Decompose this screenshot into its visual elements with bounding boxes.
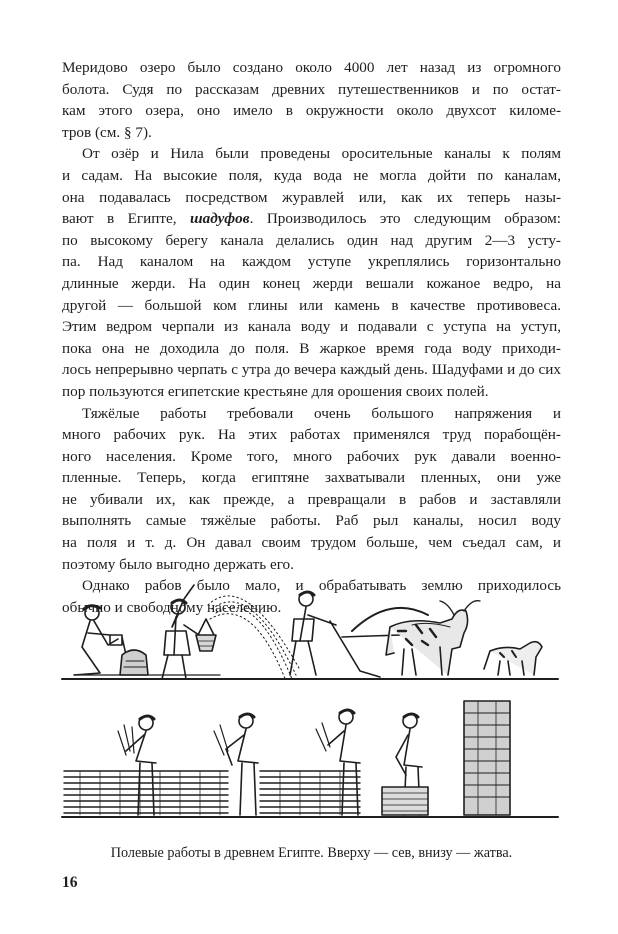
grain-field — [64, 771, 360, 815]
grain-bundle — [382, 787, 428, 815]
page-number: 16 — [62, 874, 78, 891]
ploughman-figure — [290, 592, 336, 675]
oxen-pair — [386, 601, 480, 675]
reaper-figure — [316, 710, 360, 815]
paragraph-1 — [62, 57, 561, 143]
seed-bag — [120, 650, 148, 675]
text-line: кам этого озера, оно имело в окружности около двухсот киломе- — [62, 102, 561, 120]
seed-spray — [208, 596, 300, 681]
text-line: Меридово озеро было создано около 4000 лет назад из огромного — [62, 59, 561, 76]
reaper-figure — [214, 714, 258, 815]
kneeling-worker-figure — [74, 606, 126, 675]
seed-basket — [196, 619, 216, 651]
text-line: и садам. На высокие поля, куда вода не могла дойти по каналам, — [62, 166, 561, 184]
text-line: много рабочих рук. На этих работах применялся труд порабощён- — [62, 426, 561, 444]
keyword-shadufov: шадуфов — [189, 210, 250, 228]
text-line: От озёр и Нила были проведены оросительные каналы к полям — [82, 145, 561, 163]
text-line: выполнять самые тяжёлые работы. Раб рыл каналы, носил воду — [62, 512, 561, 530]
egyptian-field-work-illustration — [60, 575, 560, 827]
calf — [484, 642, 542, 675]
text-line: лось непрерывно черпать с утра до вечера каждый день. Шадуфами и до сих — [62, 361, 561, 379]
text-line: обычно и свободному населению. — [62, 598, 282, 616]
figure-caption: Полевые работы в древнем Египте. Вверху — сев, внизу — жатва. — [110, 845, 513, 861]
paragraph-2 — [62, 143, 561, 402]
grain-stack — [464, 701, 510, 815]
text-line: длинные жерди. На один конец жерди вешали кожаное ведро, на — [62, 274, 561, 292]
sower-figure — [162, 585, 202, 679]
text-line: болота. Судя по рассказам древних путешественников и по остат- — [62, 80, 561, 98]
text-line: ного населения. Кроме того, много рабочих рук давали военно- — [62, 447, 561, 465]
text-line: поэтому было выгодно держать его. — [62, 555, 294, 573]
text-line: Однако рабов было мало, и обрабатывать землю приходилось — [82, 577, 561, 595]
text-line: по высокому берегу канала делались один над другим 2—3 усту- — [62, 231, 561, 249]
harvest-scene — [62, 701, 558, 817]
text-line: Этим ведром черпали из канала воду и подавали с уступа на уступ, — [62, 318, 561, 336]
text-line: она подавалась посредством журавлей или, как их теперь назы- — [62, 188, 561, 206]
text-line: на поля и т. д. Он давал своим трудом больше, чем съедал сам, и — [62, 534, 561, 552]
text-line: Тяжёлые работы требовали очень большого напряжения и — [82, 404, 561, 422]
text-line: пока она не доходила до поля. В жаркое время года воду приходи- — [62, 339, 561, 357]
text-line: не убивали их, как прежде, а превращали в рабов и заставляли — [62, 490, 561, 508]
body-text — [62, 57, 561, 618]
sowing-scene — [62, 585, 558, 681]
text-line: пленные. Теперь, когда египтяне захватывали пленных, они уже — [62, 469, 561, 487]
text-line: па. Над каналом на каждом уступе укреплялись горизонтально — [62, 253, 561, 271]
text-line: другой — большой ком глины или камень в качестве противовеса. — [62, 296, 561, 314]
text-line: тров (см. § 7). — [62, 123, 152, 141]
text-line-with-keyword: вают в Египте, шадуфов. Производилось это следующим образом: — [62, 210, 561, 228]
paragraph-3 — [62, 403, 561, 576]
reaper-figure — [118, 716, 156, 815]
text-line: пор пользуются египетские крестьяне для орошения своих полей. — [62, 382, 489, 400]
